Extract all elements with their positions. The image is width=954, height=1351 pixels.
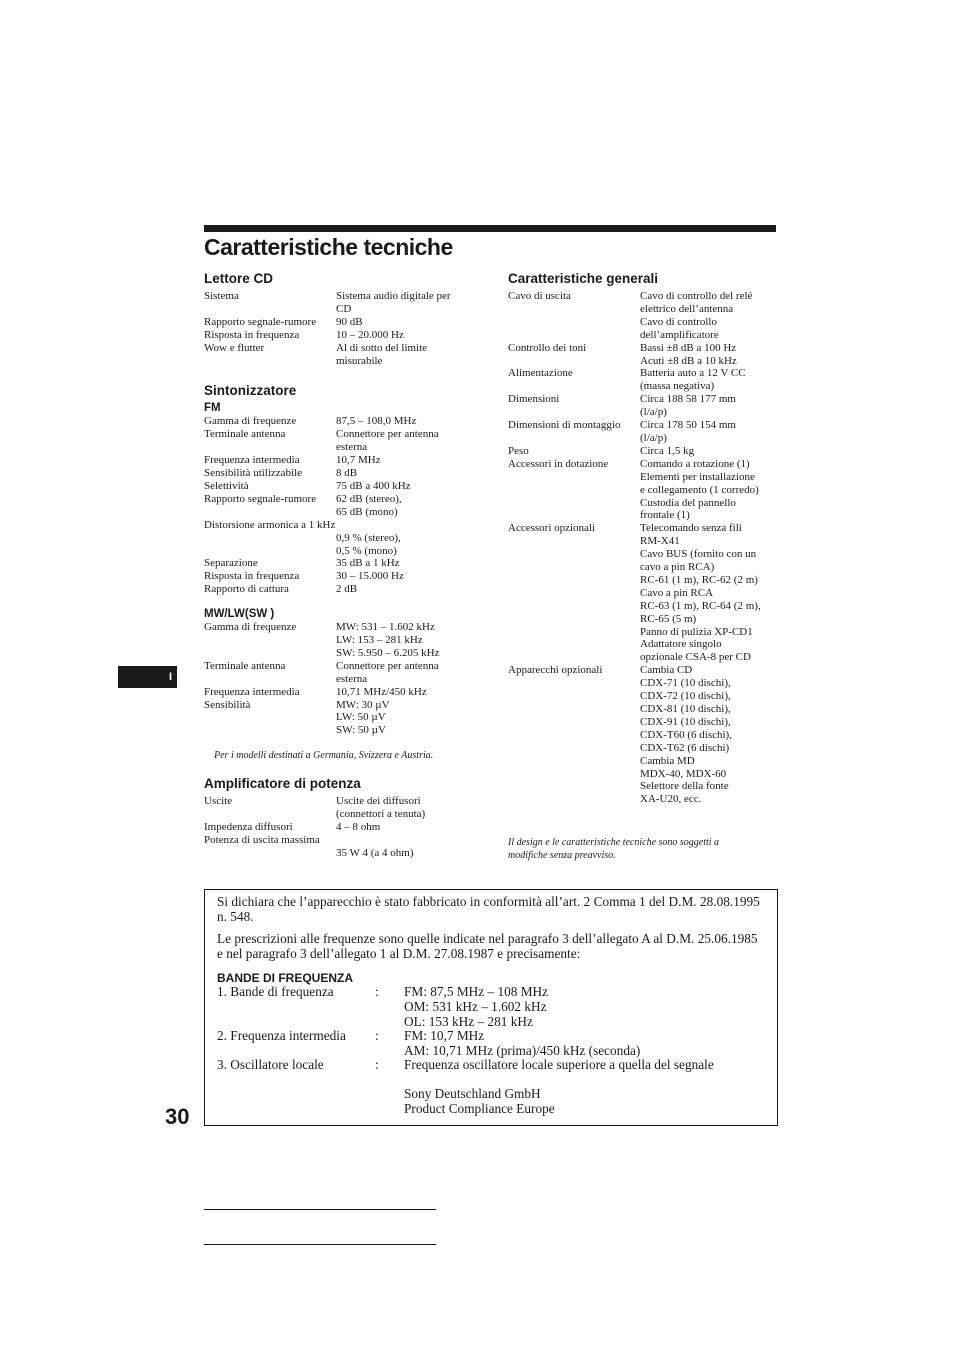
spec-value: Circa 178 50 154 mm (l/a/p): [640, 419, 736, 444]
section-heading-generali: Caratteristiche generali: [508, 271, 659, 286]
spec-row: [204, 467, 494, 480]
spec-row: [204, 557, 494, 570]
spec-label: Accessori opzionali: [508, 522, 596, 535]
spec-row: [204, 480, 494, 493]
spec-label: Frequenza intermedia: [204, 454, 300, 467]
spec-value: Circa 1,5 kg: [640, 444, 695, 457]
spec-row: [204, 532, 494, 558]
spec-row: [204, 316, 494, 329]
spec-label: Apparecchi opzionali: [508, 664, 603, 677]
bande-colon: :: [375, 984, 379, 1000]
spec-label: Peso: [508, 444, 529, 457]
spec-label: Accessori in dotazione: [508, 457, 609, 470]
spec-value: Telecomando senza fili RM-X41 Cavo BUS (fornito con un cavo a pin RCA) RC-61 (1 m), RC-62 (2 m) Cavo a pin RCA RC-63 (1 m), RC-64 (2 m), RC-65 (5 m) Panno di pulizia XP-CD1 Adattatore singolo opzionale CSA-8 per CD: [640, 522, 761, 664]
spec-value: MW: 531 – 1.602 kHz LW: 153 – 281 kHz SW: 5.950 – 6.205 kHz: [336, 621, 440, 659]
title-rule: [204, 225, 776, 232]
spec-value: 10 – 20.000 Hz: [336, 328, 404, 341]
bande-value: FM: 87,5 MHz – 108 MHz OM: 531 kHz – 1.602 kHz OL: 153 kHz – 281 kHz: [404, 984, 549, 1029]
compliance-paragraph-2: Le prescrizioni alle frequenze sono quelle indicate nel paragrafo 3 dell’allegato A al D.M. 25.06.1985 e nel paragrafo 3 dell’allegato 1 al D.M. 27.08.1987 e precisamente:: [217, 931, 758, 961]
spec-value: Connettore per antenna esterna: [336, 659, 439, 685]
spec-label-distorsione: Distorsione armonica a 1 kHz: [204, 518, 336, 531]
spec-label: Terminale antenna: [204, 428, 286, 441]
spec-row: [204, 428, 494, 454]
spec-value: Cavo di controllo del relé elettrico dell’antenna Cavo di controllo dell’amplificatore: [640, 290, 753, 341]
spec-label: Dimensioni: [508, 393, 560, 406]
spec-label: Frequenza intermedia: [204, 685, 300, 698]
spec-label: Terminale antenna: [204, 659, 286, 672]
spec-row: [508, 342, 788, 368]
spec-value-distorsione: 0,9 % (stereo), 0,5 % (mono): [336, 531, 401, 557]
bande-colon: :: [375, 1057, 379, 1073]
spec-label: Uscite: [204, 795, 233, 808]
spec-label: Wow e flutter: [204, 341, 265, 354]
bande-row: [217, 985, 765, 1029]
spec-label: Alimentazione: [508, 367, 573, 380]
page-number: 30: [165, 1104, 190, 1129]
bande-row: [217, 1029, 765, 1058]
spec-value: 87,5 – 108,0 MHz: [336, 415, 417, 428]
spec-row: [204, 821, 494, 834]
spec-label: Rapporto di cattura: [204, 583, 289, 596]
spec-label: Gamma di frequenze: [204, 621, 297, 634]
spec-row: [508, 367, 788, 393]
spec-value-potenza: 35 W 4 (a 4 ohm): [336, 846, 414, 859]
spec-list-lettore: [204, 290, 494, 367]
spec-row: [204, 621, 494, 660]
bande-label: 3. Oscillatore locale: [217, 1057, 324, 1073]
spec-label: Impedenza diffusori: [204, 821, 293, 834]
spec-row: [204, 847, 494, 860]
spec-value: 4 – 8 ohm: [336, 821, 381, 834]
spec-row: [204, 570, 494, 583]
spec-row: [204, 583, 494, 596]
spec-value: 62 dB (stereo), 65 dB (mono): [336, 492, 402, 518]
spec-value: 90 dB: [336, 315, 363, 328]
spec-row: [508, 664, 788, 806]
spec-label: Selettività: [204, 479, 249, 492]
signature-line: [204, 1209, 436, 1210]
spec-row: [204, 699, 494, 738]
signature-line: [204, 1244, 436, 1245]
spec-row: [508, 458, 788, 523]
language-tab: I: [118, 666, 177, 688]
spec-row: [204, 686, 494, 699]
bande-value: Frequenza oscillatore locale superiore a quella del segnale: [404, 1057, 714, 1073]
spec-value: Al di sotto del limite misurabile: [336, 341, 428, 367]
company-name: Sony Deutschland GmbH Product Compliance Europe: [404, 1085, 555, 1116]
spec-value: Comando a rotazione (1) Elementi per installazione e collegamento (1 corredo) Custodia del pannello frontale (1): [640, 457, 759, 522]
spec-label: Sensibilità: [204, 698, 251, 711]
subheading-fm: FM: [204, 402, 221, 415]
right-column: [508, 271, 788, 862]
spec-row: [508, 522, 788, 664]
footnote-models: Per i modelli destinati a Germania, Svizzera e Austria.: [214, 750, 434, 762]
spec-row: [204, 329, 494, 342]
spec-row: [204, 415, 494, 428]
spec-value: 8 dB: [336, 467, 358, 480]
spec-row: [508, 419, 788, 445]
spec-label: Sensibilità utilizzabile: [204, 467, 303, 480]
spec-row: [204, 454, 494, 467]
bande-row: [217, 1058, 765, 1073]
spec-label: Rapporto segnale-rumore: [204, 492, 317, 505]
company-row: [217, 1087, 765, 1116]
spec-value: Batteria auto a 12 V CC (massa negativa): [640, 367, 746, 393]
spec-row: [204, 660, 494, 686]
spec-row: [204, 342, 494, 368]
spec-label: Risposta in frequenza: [204, 328, 300, 341]
spec-value: 75 dB a 400 kHz: [336, 479, 411, 492]
footnote-design: Il design e le caratteristiche tecniche sono soggetti a modifiche senza preavviso.: [508, 837, 720, 862]
spec-label: Dimensioni di montaggio: [508, 419, 621, 432]
spec-label: Rapporto segnale-rumore: [204, 315, 317, 328]
spec-label: Gamma di frequenze: [204, 415, 297, 428]
spec-row: [204, 493, 494, 519]
spec-value: Bassi ±8 dB a 100 Hz Acuti ±8 dB a 10 kHz: [640, 341, 737, 367]
spec-label: Separazione: [204, 557, 258, 570]
bande-heading: BANDE DI FREQUENZA: [217, 971, 354, 986]
section-heading-sintonizzatore: Sintonizzatore: [204, 383, 297, 399]
spec-value: 10,7 MHz: [336, 454, 381, 467]
spec-value: 2 dB: [336, 583, 358, 596]
spec-value: Cambia CD CDX-71 (10 dischi), CDX-72 (10 dischi), CDX-81 (10 dischi), CDX-91 (10 dischi), CDX-T60 (6 dischi), CDX-T62 (6 dischi) Cambia MD MDX-40, MDX-60 Selettore della fonte XA-U20, ecc.: [640, 664, 732, 806]
compliance-box: [204, 889, 778, 1126]
bande-label: 2. Frequenza intermedia: [217, 1028, 346, 1044]
left-column: [204, 271, 494, 860]
spec-label: Cavo di uscita: [508, 290, 571, 302]
spec-row: [204, 795, 494, 821]
spec-label: Risposta in frequenza: [204, 570, 300, 583]
spec-row: [508, 393, 788, 419]
spec-value: MW: 30 µV LW: 50 µV SW: 50 µV: [336, 698, 390, 737]
section-heading-amplificatore: Amplificatore di potenza: [204, 776, 361, 792]
spec-row: [508, 290, 788, 342]
spec-label: Sistema: [204, 290, 239, 302]
spec-value: Connettore per antenna esterna: [336, 428, 439, 454]
spec-row: [508, 445, 788, 458]
spec-label: Controllo dei toni: [508, 341, 587, 354]
bande-colon: :: [375, 1028, 379, 1044]
spec-value: Circa 188 58 177 mm (l/a/p): [640, 393, 736, 419]
spec-value: Uscite dei diffusori (connettori a tenuta): [336, 795, 426, 821]
spec-value: Sistema audio digitale per CD: [336, 290, 451, 315]
page-title: Caratteristiche tecniche: [204, 234, 453, 260]
spec-value: 10,71 MHz/450 kHz: [336, 685, 427, 698]
spec-value: 30 – 15.000 Hz: [336, 570, 404, 583]
bande-value: FM: 10,7 MHz AM: 10,71 MHz (prima)/450 kHz (seconda): [404, 1028, 641, 1058]
spec-value: 35 dB a 1 kHz: [336, 557, 400, 570]
compliance-paragraph-1: Si dichiara che l’apparecchio è stato fabbricato in conformità all’art. 2 Comma 1 del D.M. 28.08.1995 n. 548.: [217, 894, 760, 924]
subheading-mw-lw-sw: MW/LW(SW ): [204, 608, 275, 621]
section-heading-lettore-cd: Lettore CD: [204, 271, 274, 286]
spec-label-potenza: Potenza di uscita massima: [204, 834, 320, 846]
bande-label: 1. Bande di frequenza: [217, 984, 334, 1000]
spec-row: [204, 290, 494, 316]
